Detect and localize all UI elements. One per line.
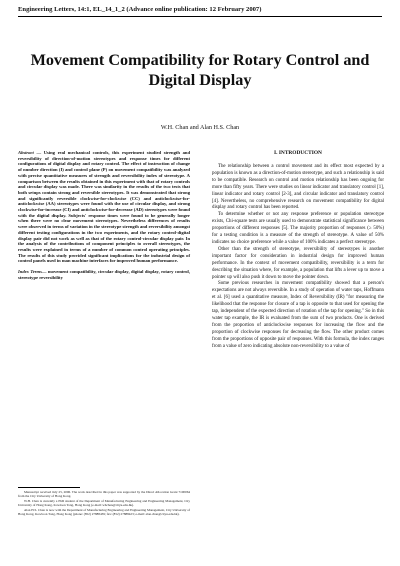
right-column xyxy=(212,150,384,350)
index-terms-text: — movement compatibility, circular display, digital display, rotary control, stereotype reversibility xyxy=(18,269,190,280)
footnote-rule xyxy=(18,487,80,488)
authors: W.H. Chan and Alan H.S. Chan xyxy=(160,124,240,131)
abstract xyxy=(18,150,190,264)
footnote: Alan H.S. Chan is now with the Department of Manufacturing Engineering and Engineering Management, City University of Hong Kong, Kowloon Tong, Hong Kong (phone: (852) 27888439; fax: (852) 27888423; e-mail: alan.chan@cityu.edu.hk). xyxy=(18,508,190,517)
header-rule xyxy=(18,16,382,17)
section-heading: I. INTRODUCTION xyxy=(274,150,322,156)
footnote: W.H. Chan is currently a PhD student of the Department of Manufacturing Engineering and Engineering Management, City University of Hong Kong, Kowloon Tong, Hong Kong (e-mail: whchan@cityu.edu.hk). xyxy=(18,499,190,508)
paragraph: To determine whether or not any response preference or population stereotype exists, Chi-square tests are usually used to demonstrate statistical significance between proportions of different responses [5]. The majority proportion of responses (≥ 50%) for a testing condition is a measure of the strength of stereotype. A value of 50% indicates no choice preference while a value of 100% indicates a perfect stereotype. xyxy=(212,212,384,245)
index-terms-label: Index Terms xyxy=(18,269,42,275)
left-column xyxy=(18,150,190,280)
index-terms xyxy=(18,269,190,280)
abstract-text: — Using real mechanical controls, this experiment studied strength and reversibility of direction-of-motion stereotypes and response times for different configurations of digital display and rotary control. The effect of instruction of change of number direction (I) and control plane (P) on movement compatibility was analyzed with precise quantitative measures of strength and reversibility index of stereotype. A comparison between the results obtained in this experiment with that of rotary controls and circular display was made. There was similarity in the results of the two tests that both setups contain strong and reversible stereotypes. It was demonstrated that strong and significantly reversible clockwise-for-clockwise (CC) and anticlockwise-for-anticlockwise (AA) stereotypes were found with the use of circular display, and strong clockwise-for-increase (CI) and anticlockwise-for-decrease (AD) stereotypes were found with the digital display. Subjects' response times were found to be generally longer when there were no clear movement stereotypes. Nevertheless differences of results were observed in terms of variation in the stereotype strength and reversibility amongst different testing configurations in the two experiments, and the rotary control-digital display pair did not work as well as that of the rotary control-circular display pair. In the analysis of the contributions of component principles to overall stereotypes, the results were explained in terms of a number of common control operating principles. The results of this study provided significant implications for the industrial design of control panels used in man machine interfaces for improved human performance. xyxy=(18,150,190,264)
abstract-label: Abstract xyxy=(18,150,34,155)
introduction-body xyxy=(212,164,384,350)
paragraph: Some previous researches in movement compatibility showed that a person's expectations are not always reversible. In a study of operation of water taps, Hoffmann et al. [6] used a quantitative measure, Index of Reversibility (IR) "for measuring the likelihood that the response for closure of a tap is opposite to that used for opening the tap, independent of the expected direction of rotation of the tap for opening." So in this water tap example, the IR is evaluated from the sum of two products. One is derived from the proportion of anticlockwise responses for increasing the flow and the proportion of clockwise responses for decreasing the flow. The other product comes from the proportions of opposite pair of responses. With this formula, the index ranges from a value of zero indicating absolute non-reversibility to a value of xyxy=(212,281,384,349)
footnotes xyxy=(18,490,190,518)
paragraph: Other than the strength of stereotype, reversibility of stereotypes is another important factor for consideration in industrial design for improved human performance. In the context of movement compatibility, reversibility is a term for describing the situation where, for example, a population that lifts a lever up to move a pointer up will also push it down to move the pointer down. xyxy=(212,246,384,280)
paper-title: Movement Compatibility for Rotary Control and Digital Display xyxy=(30,51,370,89)
paragraph: The relationship between a control movement and its effect most expected by a population is known as a direction-of-motion stereotype, and such a relationship is said to be compatible. Research on control and motion relationship has been ongoing for more than fifty years. There were studies on linear indicator and translatory control [1], linear indicator and rotary control [2-3], and circular indicator and translatory control [4]. Nevertheless, no comprehensive research on movement compatibility for digital display and rotary control has been reported. xyxy=(212,164,384,211)
footnote: Manuscript received July 25, 2006. The work described in this paper was supported by the Direct Allocation Grant 7100064 from the City University of Hong Kong. xyxy=(18,490,190,499)
journal-header: Engineering Letters, 14:1, EL_14_1_2 (Advance online publication: 12 February 2007) xyxy=(18,6,262,13)
